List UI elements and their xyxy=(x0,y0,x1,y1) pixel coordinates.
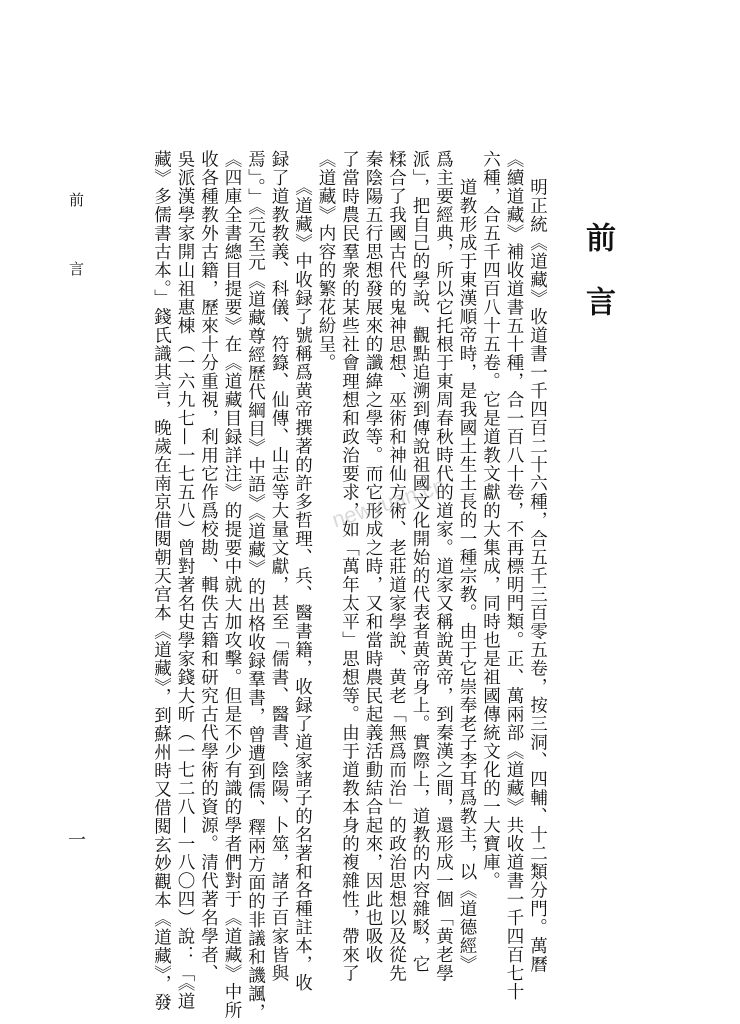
text-column: 明正統《道藏》收道書一千四百二十六種，合五千三百零五卷，按三洞、四輔、十二類分門。萬曆 xyxy=(527,178,548,974)
text-column: 派」，把自己的學說、觀點追溯到傳說祖國文化開始的代表者黄帝身上。實際上，道教的内容雜駁，它 xyxy=(410,150,430,974)
text-column: 吳派漢學家開山祖惠棟（一六九七—一七五八）曾對著名史學家錢大昕（一七二八—一八〇四）說：「《道 xyxy=(175,150,195,1011)
text-column: 《四庫全書總目提要》在《道藏目録詳注》的提要中就大加攻擊。但是不少有識的學者們對于《道藏》中所 xyxy=(222,150,242,1020)
text-column: 録了道教教義、科儀、符籙、仙傳、山志等大量文獻，甚至「儒書、醫書、陰陽、卜筮，諸子百家皆與 xyxy=(269,150,289,983)
text-column: 《續道藏》補收道書五十種，合一百八十卷，不再標明門類。正、萬兩部《道藏》共收道書一千四百七十 xyxy=(504,150,524,1001)
text-column: 焉」。」《元至元《道藏尊經歷代綱目》中語》《道藏》的出格收録羣書，曾遭到儒、釋兩方面的非議和譏諷， xyxy=(245,150,266,1022)
text-column: 了當時農民羣衆的某些社會理想和政治要求，如「萬年太平」思想等。由于道教本身的複雜性，帶來了 xyxy=(339,150,360,983)
text-column: 秦陰陽五行思想發展來的讖緯之學等。而它形成之時，又和當時農民起義活動結合起來，因此也吸收 xyxy=(363,150,383,964)
text-column: 道教形成于東漢順帝時，是我國土生土長的一種宗教。由于它崇奉老子李耳爲教主，以《道德經》 xyxy=(457,178,477,974)
text-column: 爲主要經典，所以它托根于東周春秋時代的道家。道家又稱說黄帝，到秦漢之間，還形成一個「黄老學 xyxy=(433,150,454,983)
running-head: 前言 xyxy=(67,192,85,330)
text-column: 糅合了我國古代的鬼神思想、巫術和神仙方術、老莊道家學說、黄老「無爲而治」的政治思想以及從先 xyxy=(386,150,407,983)
page-title: 前言 xyxy=(580,222,615,350)
text-column: 六種，合五千四百八十五卷。它是道教文獻的大集成，同時也是祖國傳統文化的一大寶庫。 xyxy=(480,150,501,890)
page-number: 一 xyxy=(65,830,86,849)
text-column: 《道藏》中收録了號稱爲黄帝撰著的許多哲理、兵、醫書籍，收録了道家諸子的名著和各種註本，收 xyxy=(292,178,313,992)
text-column: 《道藏》内容的繁花紛呈。 xyxy=(316,150,336,372)
text-column: 藏》多儒書古本。」錢氏識其言，晚歲在南京借閱朝天宫本《道藏》，到蘇州時又借閱玄妙觀本《道藏》，發 xyxy=(151,150,172,1012)
watermark: newyuan.cn xyxy=(328,472,449,533)
text-column: 收各種教外古籍，歷來十分重視，利用它作爲校勘、輯佚古籍和研究古代學術的資源。清代著名學者、 xyxy=(198,150,219,983)
